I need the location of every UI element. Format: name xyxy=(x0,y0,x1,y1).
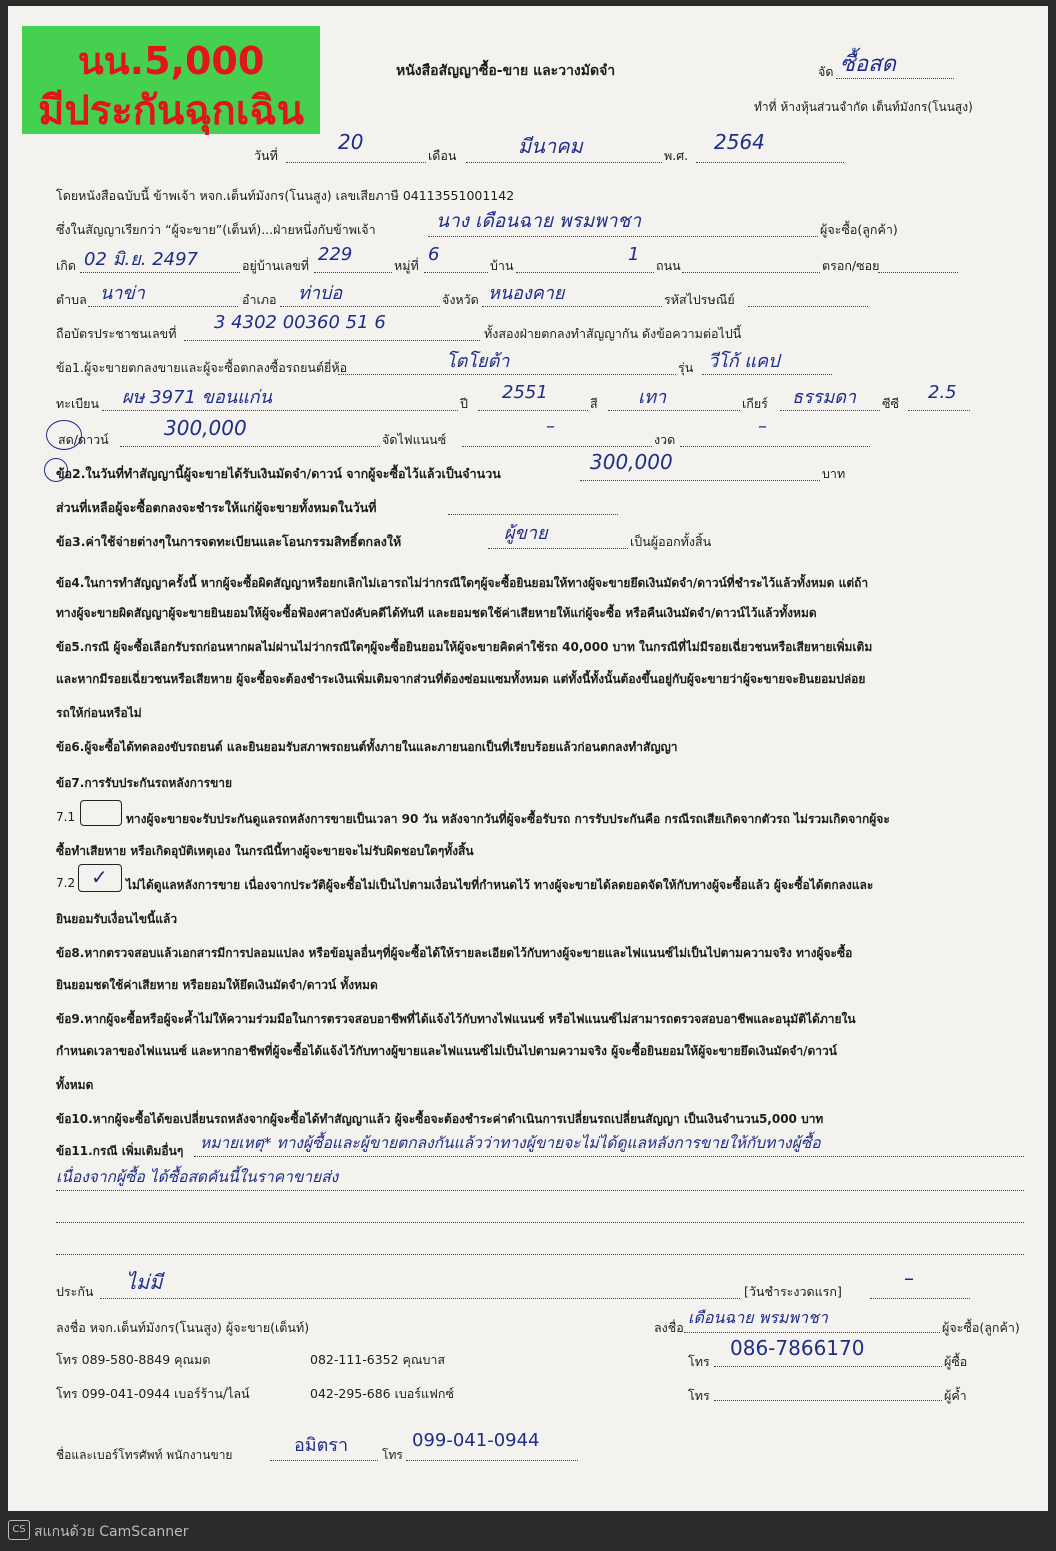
car-plate: ผษ 3971 ขอนแก่น xyxy=(122,387,272,408)
car-price: 300,000 xyxy=(164,416,247,440)
buyer-name: นาง เดือนฉาย พรมพาชา xyxy=(436,210,642,232)
day-value: 20 xyxy=(338,130,364,154)
car-model: วีโก้ แคป xyxy=(708,351,780,372)
staff-name: อมิตรา xyxy=(294,1435,349,1456)
year-value: 2564 xyxy=(714,130,765,154)
clause-7-1-num: 7.1 xyxy=(56,810,76,824)
clause-9b: กำหนดเวลาของไฟแนนซ์ และหากอาชีพที่ผู้จะซื้อได้แจ้งไว้กับทางผู้ขายและไฟแนนซ์ไม่เป็นไปตามความจริง ผู้จะซื้อยินยอมให้ผู้จะขายยึดเงินมัดจำ/ดาวน์ xyxy=(56,1044,837,1058)
road-label: ถนน xyxy=(656,258,681,273)
made-at: ทำที่ ห้างหุ้นส่วนจำกัด เต็นท์มังกร(โนนสูง) xyxy=(754,100,973,114)
clause-7: ข้อ7.การรับประกันรถหลังการขาย xyxy=(56,776,233,790)
house-value: 229 xyxy=(318,244,353,265)
clause-5b: และหากมีรอยเฉี่ยวชนหรือเสียหาย ผู้จะซื้อจะต้องชำระเงินเพิ่มเติมจากส่วนที่ต้องซ่อมแซมทั้งหมด แต่ทั้งนี้ทั้งนั้นต้องขึ้นอยู่กับผู้จะขายว่าผู้จะขายจะยินยอมปล่อย xyxy=(56,672,866,686)
camscanner-label: สแกนด้วย CamScanner xyxy=(34,1524,189,1540)
born-label: เกิด xyxy=(56,258,76,273)
deposit-unit: บาท xyxy=(822,466,846,481)
note-stamp xyxy=(22,26,320,134)
subdistrict-value: นาข่า xyxy=(100,283,145,304)
plate-label: ทะเบียน xyxy=(56,396,100,411)
cash-value: ซื้อสด xyxy=(840,52,896,77)
village-label: บ้าน xyxy=(490,258,514,273)
district-label: อำเภอ xyxy=(242,292,277,307)
fee-payer: ผู้ขาย xyxy=(504,523,548,544)
clause-3: ข้อ3.ค่าใช้จ่ายต่างๆในการจดทะเบียนและโอนกรรมสิทธิ์ตกลงให้ xyxy=(56,534,402,549)
buyer-sign-role: ผู้จะซื้อ(ลูกค้า) xyxy=(942,1320,1020,1335)
clause-6: ข้อ6.ผู้จะซื้อได้ทดลองขับรถยนต์ และยินยอมรับสภาพรถยนต์ทั้งภายในและภายนอกเป็นที่เรียบร้อยแล้วก่อนตกลงทำสัญญา xyxy=(56,740,678,754)
clause-5a: ข้อ5.กรณี ผู้จะซื้อเลือกรับรถก่อนหากผลไม่ผ่านไม่ว่ากรณีใดๆผู้จะซื้อยินยอมให้ผู้จะขายคิดค่าใช้รถ 40,000 บาท ในกรณีที่ไม่มีรอยเฉี่ยวชนหรือเสียหายเพิ่มเติม xyxy=(56,640,873,654)
clause-9c: ทั้งหมด xyxy=(56,1078,94,1092)
clause-1: ข้อ1.ผู้จะขายตกลงขายและผู้จะซื้อตกลงซื้อรถยนต์ยี่ห้อ xyxy=(56,360,348,375)
intro-line: โดยหนังสือฉบับนี้ ข้าพเจ้า หจก.เต็นท์มังกร(โนนสูง) เลขเสียภาษี 04113551001142 xyxy=(56,188,515,203)
clause-7-1b: ซื้อทำเสียหาย หรือเกิดอุบัติเหตุเอง ในกรณีนี้ทางผู้จะขายจะไม่รับผิดชอบใดๆทั้งสิ้น xyxy=(56,844,474,858)
clause-2: ข้อ2.ในวันที่ทำสัญญานี้ผู้จะขายได้รับเงินมัดจำ/ดาวน์ จากผู้จะซื้อไว้แล้วเป็นจำนวน xyxy=(56,466,501,481)
clause-7-1a: ทางผู้จะขายจะรับประกันดูแลรถหลังการขายเป็นเวลา 90 วัน หลังจากวันที่ผู้จะซื้อรับรถ การรับประกันคือ กรณีรถเสียเกิดจากตัวรถ ไม่รวมเกิดจากผู้จะ xyxy=(126,812,890,826)
no-warranty-checkbox[interactable] xyxy=(78,864,122,892)
moo-value: 6 xyxy=(428,244,440,265)
car-cc: 2.5 xyxy=(928,382,957,403)
first-due-value: – xyxy=(904,1266,914,1290)
clause-8b: ยินยอมชดใช้ค่าเสียหาย หรือยอมให้ยึดเงินมัดจำ/ดาวน์ ทั้งหมด xyxy=(56,978,378,992)
clause-10: ข้อ10.หากผู้จะซื้อได้ขอเปลี่ยนรถหลังจากผู้จะซื้อได้ทำสัญญาแล้ว ผู้จะซื้อจะต้องชำระค่าดำเนินการเปลี่ยนรถเปลี่ยนสัญญา เป็นเงินจำนวน5,000 บาท xyxy=(56,1112,824,1126)
stamp-weight: นน.5,000 xyxy=(77,39,265,83)
clause-4b: ทางผู้จะขายผิดสัญญาผู้จะขายยินยอมให้ผู้จะซื้อฟ้องศาลบังคับคดีได้ทันที และยอมชดใช้ค่าเสียหายให้แก่ผู้จะซื้อ หรือคืนเงินมัดจำ/ดาวน์ไว้แล้วทั้งหมด xyxy=(56,606,817,620)
phone-3: โทร 099-041-0944 เบอร์ร้าน/ไลน์ xyxy=(56,1386,250,1401)
staff-tel: 099-041-0944 xyxy=(412,1430,540,1451)
first-due-label: [วันชำระงวดแรก] xyxy=(744,1284,842,1299)
finance-label: จัดไฟแนนซ์ xyxy=(382,432,447,447)
gear-label: เกียร์ xyxy=(742,396,768,411)
contract-page xyxy=(8,6,1048,1511)
clause-7-2-num: 7.2 xyxy=(56,876,76,890)
car-year: 2551 xyxy=(502,382,548,403)
id-label: ถือบัตรประชาชนเลขที่ xyxy=(56,326,177,341)
born-value: 02 มิ.ย. 2497 xyxy=(84,249,199,270)
alley-label: ตรอก/ซอย xyxy=(822,258,880,273)
cc-label: ซีซี xyxy=(882,396,899,411)
staff-tel-label: โทร xyxy=(382,1448,403,1462)
camscanner-logo-icon: CS xyxy=(8,1520,30,1540)
finance-value: – xyxy=(546,416,555,437)
scanner-footer xyxy=(0,1511,1056,1551)
clause-5c: รถให้ก่อนหรือไม่ xyxy=(56,706,142,720)
clause-11-note-1: หมายเหตุ* ทางผู้ซื้อและผู้ขายตกลงกันแล้วว่าทางผู้ขายจะไม่ได้ดูแลหลังการขายให้กับทางผู้ซื้อ xyxy=(200,1134,821,1152)
deposit-amount: 300,000 xyxy=(590,450,673,474)
install-value: – xyxy=(758,416,767,437)
checkmark-icon: ✓ xyxy=(91,865,108,889)
seller-signature: ลงชื่อ หจก.เต็นท์มังกร(โนนสูง) ผู้จะขาย(เต็นท์) xyxy=(56,1320,310,1335)
id-tail: ทั้งสองฝ่ายตกลงทำสัญญากัน ดังข้อความต่อไปนี้ xyxy=(484,326,742,341)
id-value: 3 4302 00360 51 6 xyxy=(214,312,386,333)
buyer-tel-label: โทร xyxy=(688,1354,710,1369)
province-value: หนองคาย xyxy=(488,283,565,304)
clause-2b: ส่วนที่เหลือผู้จะซื้อตกลงจะชำระให้แก่ผู้จะขายทั้งหมดในวันที่ xyxy=(56,500,377,515)
color-label: สี xyxy=(590,396,598,411)
year-label: พ.ศ. xyxy=(664,148,689,163)
insurance-label: ประกัน xyxy=(56,1284,94,1299)
phone-4: 042-295-686 เบอร์แฟกซ์ xyxy=(310,1386,454,1401)
buyer-role: ผู้จะซื้อ(ลูกค้า) xyxy=(820,222,898,237)
guarantor-role: ผู้ค้ำ xyxy=(944,1388,967,1403)
moo-label: หมู่ที่ xyxy=(394,258,419,273)
car-gear: ธรรมดา xyxy=(792,387,856,408)
car-color: เทา xyxy=(638,387,667,408)
district-value: ท่าบ่อ xyxy=(298,283,343,304)
month-label: เดือน xyxy=(428,148,457,163)
buyer-tel-role: ผู้ซื้อ xyxy=(944,1354,968,1369)
province-label: จังหวัด xyxy=(442,292,479,307)
phone-2: 082-111-6352 คุณบาส xyxy=(310,1352,446,1367)
buyer-tel: 086-7866170 xyxy=(730,1336,865,1360)
intro-buyer-label: ซึ่งในสัญญาเรียกว่า “ผู้จะขาย”(เต็นท์)...ฝ่ายหนึ่งกับข้าพเจ้า xyxy=(56,222,376,237)
price-label: สด/ดาวน์ xyxy=(58,432,109,447)
day-label: วันที่ xyxy=(254,148,278,163)
house-label: อยู่บ้านเลขที่ xyxy=(242,258,310,273)
cash-label: จัด xyxy=(818,64,834,79)
guarantor-tel-label: โทร xyxy=(688,1388,710,1403)
clause-11-label: ข้อ11.กรณี เพิ่มเติมอื่นๆ xyxy=(56,1144,184,1158)
buyer-signature: เดือนฉาย พรมพาชา xyxy=(688,1308,828,1327)
clause-8a: ข้อ8.หากตรวจสอบแล้วเอกสารมีการปลอมแปลง หรือข้อมูลอื่นๆที่ผู้จะซื้อได้ให้รายละเอียดไว้กับทางผู้จะขายและไฟแนนซ์ไม่เป็นไปตามความจริง ทางผู้จะซื้อ xyxy=(56,946,853,960)
postcode-label: รหัสไปรษณีย์ xyxy=(664,292,735,307)
clause-9a: ข้อ9.หากผู้จะซื้อหรือผู้จะค้ำไม่ให้ความร่วมมือในการตรวจสอบอาชีพที่ได้แจ้งไว้กับทางไฟแนนซ์ หรือไฟแนนซ์ไม่สามารถตรวจสอบอาชีพและอนุมัติได้ภายใน xyxy=(56,1012,856,1026)
page-title: หนังสือสัญญาซื้อ-ขาย และวางมัดจำ xyxy=(396,63,616,79)
buyer-sign-label: ลงชื่อ xyxy=(654,1320,684,1335)
install-label: งวด xyxy=(654,432,676,447)
phone-1: โทร 089-580-8849 คุณมด xyxy=(56,1352,211,1367)
clause-11-note-2: เนื่องจากผู้ซื้อ ได้ซื้อสดคันนี้ในราคาขายส่ง xyxy=(56,1168,339,1186)
cash-line xyxy=(836,78,954,79)
car-brand: โตโยต้า xyxy=(446,351,510,372)
subdistrict-label: ตำบล xyxy=(56,292,87,307)
warranty-checkbox[interactable] xyxy=(80,800,122,826)
clause-7-2b: ยินยอมรับเงื่อนไขนี้แล้ว xyxy=(56,912,178,926)
insurance-value: ไม่มี xyxy=(126,1270,163,1294)
model-label: รุ่น xyxy=(678,360,694,375)
clause-3b: เป็นผู้ออกทั้งสิ้น xyxy=(630,534,712,549)
clause-4a: ข้อ4.ในการทำสัญญาครั้งนี้ หากผู้จะซื้อผิดสัญญาหรือยกเลิกไม่เอารถไม่ว่ากรณีใดๆผู้จะซื้อยินยอมให้ทางผู้จะขายยึดเงินมัดจำ/ดาวน์ที่ชำระไว้แล้วทั้งหมด แต่ถ้า xyxy=(56,576,869,590)
month-value: มีนาคม xyxy=(518,134,583,158)
stamp-insurance: มีประกันฉุกเฉิน xyxy=(37,88,304,134)
village-value: 1 xyxy=(628,244,640,265)
clause-7-2a: ไม่ได้ดูแลหลังการขาย เนื่องจากประวัติผู้จะซื้อไม่เป็นไปตามเงื่อนไขที่กำหนดไว้ ทางผู้จะขายได้ลดยอดจัดให้กับทางผู้จะซื้อแล้ว ผู้จะซื้อได้ตกลงและ xyxy=(126,878,874,892)
car-year-label: ปี xyxy=(460,396,468,411)
staff-label: ชื่อและเบอร์โทรศัพท์ พนักงานขาย xyxy=(56,1448,233,1462)
